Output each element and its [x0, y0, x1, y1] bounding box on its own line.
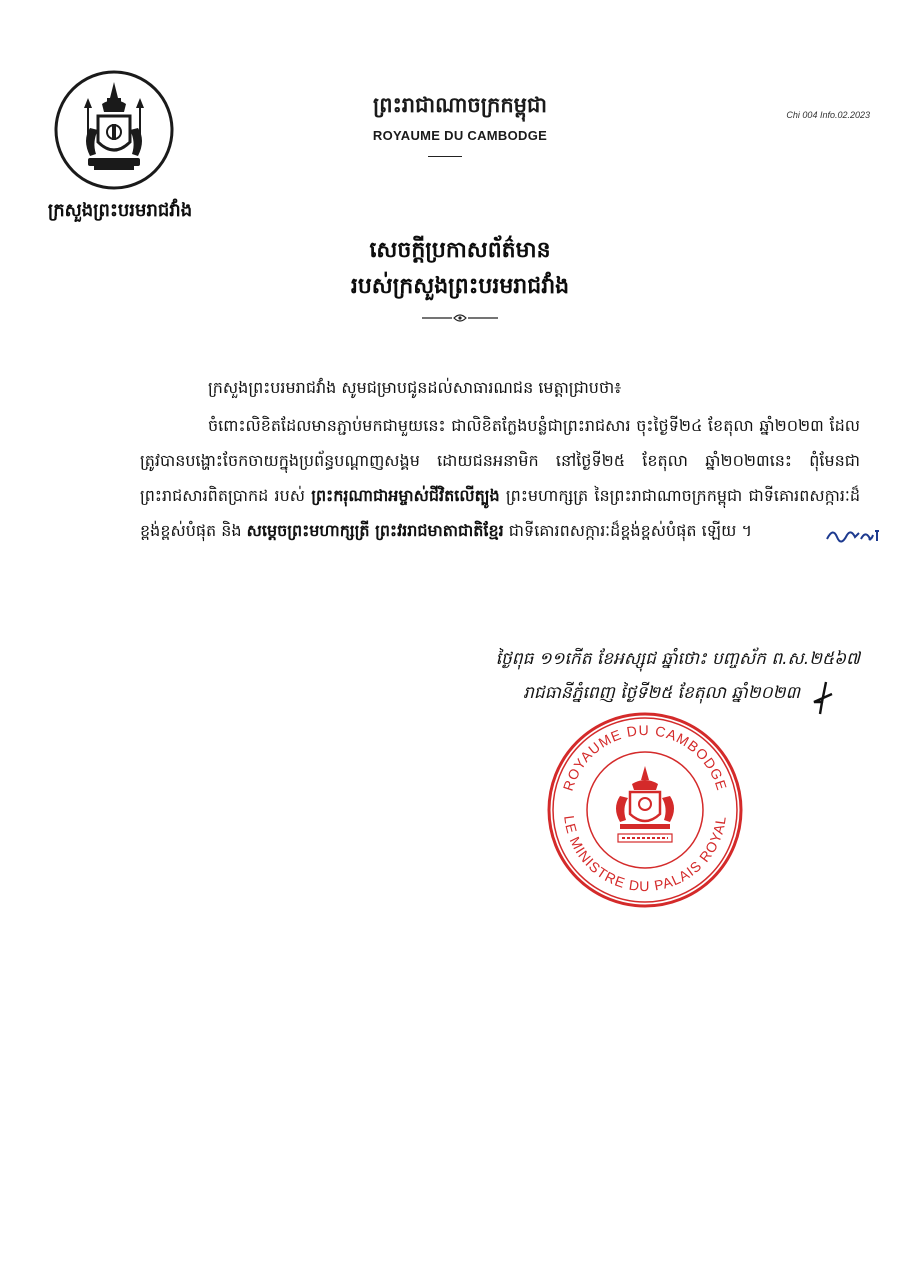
- body-paragraph-2: [140, 408, 860, 548]
- handwritten-signature-mark: [757, 522, 813, 542]
- header-divider: [428, 156, 462, 157]
- kingdom-name-french: ROYAUME DU CAMBODGE: [372, 128, 548, 143]
- lunar-date: ថ្ងៃពុធ ១១កើត ខែអស្សុជ ឆ្នាំថោះ បញ្ចស័ក ព.ស.២៥៦៧: [495, 649, 860, 669]
- seal-bottom-text: LE MINISTRE DU PALAIS ROYAL: [561, 814, 729, 895]
- solar-date-place: រាជធានីភ្នំពេញ ថ្ងៃទី២៥ ខែតុលា ឆ្នាំ២០២៣: [523, 683, 800, 703]
- initial-signature-mark: [808, 680, 838, 716]
- paragraph-2-text-b: ព្រះមហាក្សត្រ នៃព្រះរាជាណាចក្រកម្ពុជា ជាទីគោរពសក្ការៈដ៏ខ្ពង់ខ្ពស់បំផុត និង: [140, 486, 860, 540]
- body-paragraph-1: ក្រសួងព្រះបរមរាជវាំង សូមជម្រាបជូនដល់សាធារណជន មេត្តាជ្រាបថា៖: [208, 378, 622, 397]
- paragraph-2-text-a: ចំពោះលិខិតដែលមានភ្ជាប់មកជាមួយនេះ ជាលិខិតក្លែងបន្លំជាព្រះរាជសារ ចុះថ្ងៃទី២៤ ខែតុលា ឆ្នាំ២០២៣ ដែលត្រូវបានបង្ហោះចែកចាយក្នុងប្រព័ន្ធបណ្តាញសង្គម ដោយជនអនាមិក នៅថ្ងៃទី២៥ ខែតុលា ឆ្នាំ២០២៣នេះ ពុំមែនជា ព្រះរាជសារពិតប្រាកដ របស់: [140, 416, 860, 505]
- seal-top-text: ROYAUME DU CAMBODGE: [559, 721, 731, 793]
- paragraph-2-text-c: ជាទីគោរពសក្ការៈដ៏ខ្ពង់ខ្ពស់បំផុត ឡើយ ។: [503, 521, 752, 540]
- royal-emblem-logo: [52, 68, 176, 192]
- king-title-bold: ព្រះករុណាជាអម្ចាស់ជីវិតលើត្បូង: [311, 486, 500, 505]
- announcement-title-line2: របស់ក្រសួងព្រះបរមរាជវាំង: [350, 274, 570, 299]
- queen-mother-title-bold: សម្តេចព្រះមហាក្សត្រី ព្រះវររាជមាតាជាតិខ្មែរ: [246, 521, 504, 540]
- kingdom-name-khmer: ព្រះរាជាណាចក្រកម្ពុជា: [372, 93, 547, 117]
- ministry-title: ក្រសួងព្រះបរមរាជវាំង: [47, 200, 193, 221]
- title-ornament-divider: [420, 310, 500, 324]
- official-seal-stamp: [540, 710, 750, 910]
- reference-code: Chi 004 Info.02.2023: [786, 110, 870, 120]
- announcement-title-line1: សេចក្តីប្រកាសព័ត៌មាន: [369, 238, 551, 263]
